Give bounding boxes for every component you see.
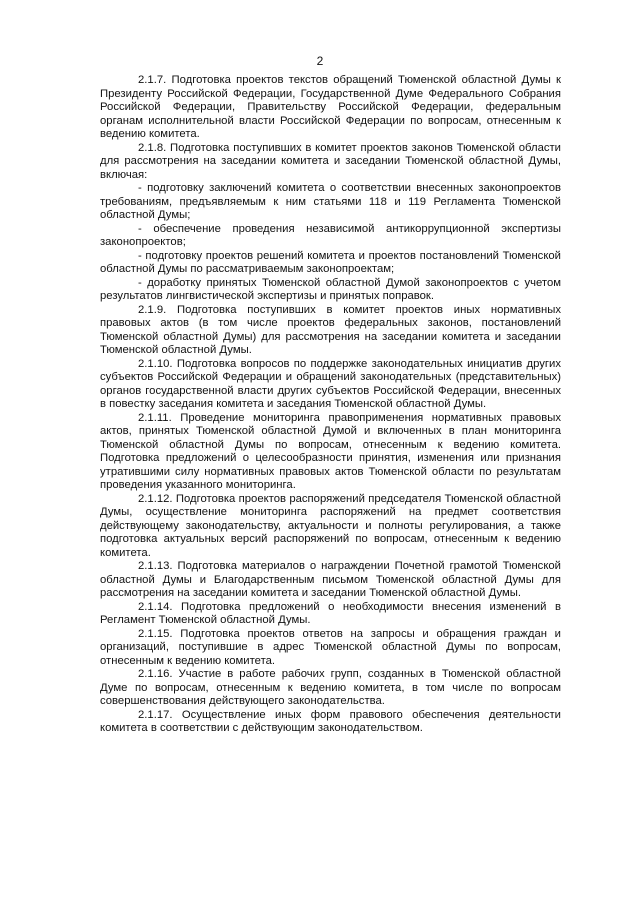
page-number: 2 bbox=[316, 54, 324, 68]
paragraph-2-1-7: 2.1.7. Подготовка проектов текстов обращений Тюменской областной Думы к Президенту Российской Федерации, Государственной Думе Федерального Собрания Российской Федерации, Правительству Российской Федерации, федеральным органам исполнительной власти Российской Федерации по вопросам, отнесенным к ведению комитета. bbox=[100, 74, 561, 140]
paragraph-2-1-13: 2.1.13. Подготовка материалов о награждении Почетной грамотой Тюменской областной Думы и Благодарственным письмом Тюменской областной Думы для рассмотрения на заседании комитета и заседании Тюменской областной Думы. bbox=[100, 560, 561, 599]
document-body bbox=[100, 74, 561, 736]
paragraph-2-1-17: 2.1.17. Осуществление иных форм правового обеспечения деятельности комитета в соответствии с действующим законодательством. bbox=[100, 708, 561, 734]
list-item-revision: - доработку принятых Тюменской областной Думой законопроектов с учетом результатов лингвистической экспертизы и принятых поправок. bbox=[100, 276, 561, 302]
paragraph-2-1-11: 2.1.11. Проведение мониторинга правоприменения нормативных правовых актов, принятых Тюменской областной Думой и включенных в план мониторинга Тюменской областной Думы по вопросам, отнесенным к ведению комитета. Подготовка предложений о целесообразности принятия, изменения или признания утратившими силу нормативных правовых актов Тюменской области по результатам проведения указанного мониторинга. bbox=[100, 411, 561, 491]
list-item-anticorruption: - обеспечение проведения независимой антикоррупционной экспертизы законопроектов; bbox=[100, 222, 561, 248]
paragraph-2-1-16: 2.1.16. Участие в работе рабочих групп, созданных в Тюменской областной Думе по вопросам, отнесенным к ведению комитета, в том числе по вопросам совершенствования действующего законодательства. bbox=[100, 668, 561, 707]
list-item-draft-decisions: - подготовку проектов решений комитета и проектов постановлений Тюменской областной Думы по рассматриваемым законопроектам; bbox=[100, 249, 561, 275]
paragraph-2-1-12: 2.1.12. Подготовка проектов распоряжений председателя Тюменской областной Думы, осуществление мониторинга распоряжений на предмет соответствия действующему законодательству, актуальности и полноты регулирования, а также подготовка актуальных версий распоряжений по вопросам, отнесенным к ведению комитета. bbox=[100, 492, 561, 559]
paragraph-2-1-8: 2.1.8. Подготовка поступивших в комитет проектов законов Тюменской области для рассмотрения на заседании комитета и заседании Тюменской областной Думы, включая: bbox=[100, 141, 561, 181]
paragraph-2-1-15: 2.1.15. Подготовка проектов ответов на запросы и обращения граждан и организаций, поступившие в адрес Тюменской областной Думы по вопросам, отнесенным к ведению комитета. bbox=[100, 627, 561, 667]
paragraph-2-1-9: 2.1.9. Подготовка поступивших в комитет проектов иных нормативных правовых актов (в том числе проектов федеральных законов, постановлений Тюменской областной Думы) для рассмотрения на заседании комитета и заседании Тюменской областной Думы. bbox=[100, 303, 561, 356]
paragraph-2-1-10: 2.1.10. Подготовка вопросов по поддержке законодательных инициатив других субъектов Российской Федерации и обращений законодательных (представительных) органов государственной власти других субъектов Российской Федерации, внесенных в повестку заседания комитета и заседания Тюменской областной Думы. bbox=[100, 357, 561, 410]
list-item-conclusions: - подготовку заключений комитета о соответствии внесенных законопроектов требованиям, предъявляемым к ним статьями 118 и 119 Регламента Тюменской областной Думы; bbox=[100, 182, 561, 221]
paragraph-2-1-14: 2.1.14. Подготовка предложений о необходимости внесения изменений в Регламент Тюменской областной Думы. bbox=[100, 600, 561, 626]
